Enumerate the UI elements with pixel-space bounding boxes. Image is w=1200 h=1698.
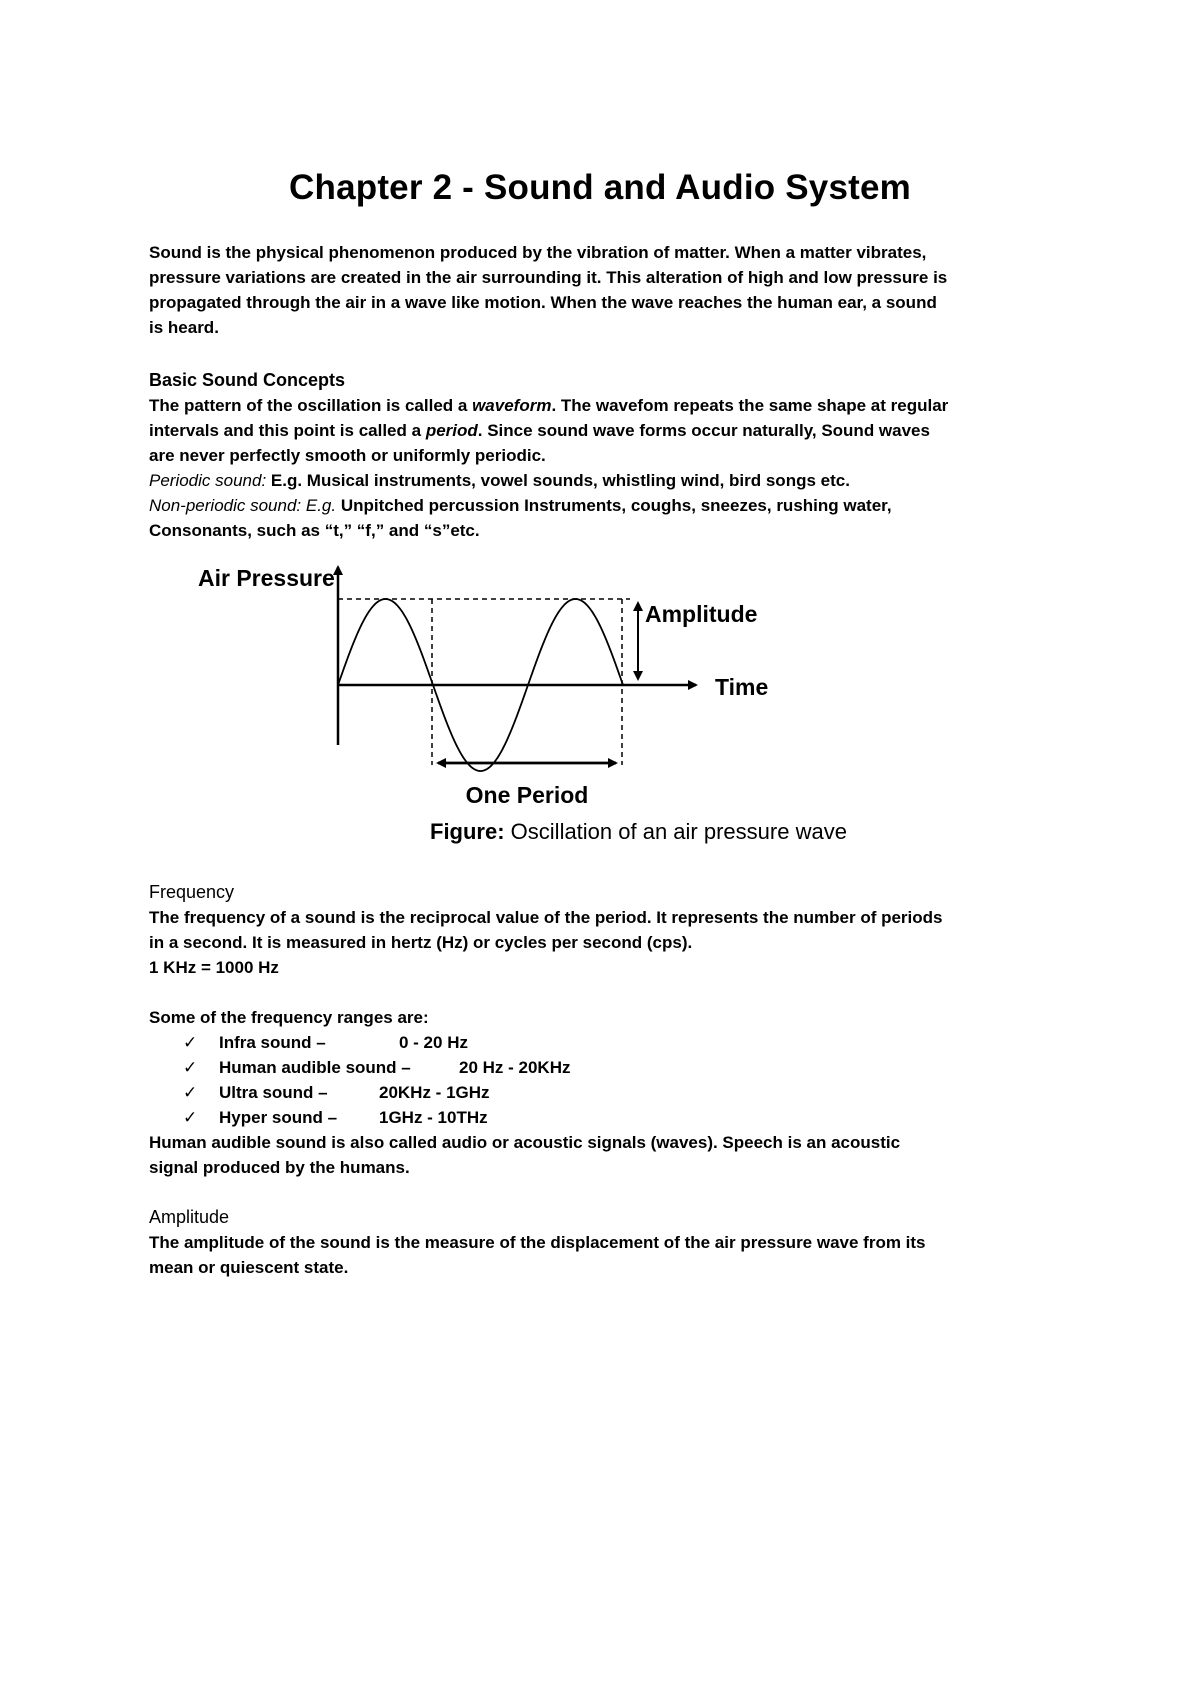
frequency-ranges-intro: Some of the frequency ranges are: (149, 1008, 429, 1027)
figure-caption (430, 819, 847, 844)
waveform-paragraph (149, 393, 949, 468)
audible-note: Human audible sound is also called audio or acoustic signals (waves). Speech is an acoustic signal produced by the humans. (149, 1133, 901, 1177)
intro-paragraph (149, 240, 949, 340)
amplitude-text: The amplitude of the sound is the measure of the displacement of the air pressure wave from its mean or quiescent state. (149, 1233, 926, 1277)
waveform-text-c: . Since sound wave forms occur naturally, Sound waves are never perfectly smooth or uniformly periodic. (149, 421, 930, 465)
spacer (149, 980, 949, 1005)
amplitude-label: Amplitude (645, 601, 758, 627)
waveform-text-b: . The wavefom repeats the same shape at regular intervals and this point is called a (149, 396, 949, 440)
frequency-text: The frequency of a sound is the reciprocal value of the period. It represents the number of periods in a second. It is measured in hertz (Hz) or cycles per second (cps). (149, 908, 943, 952)
waveform-text-a: The pattern of the oscillation is called a (149, 396, 473, 415)
list-item (149, 1055, 949, 1080)
periodic-sound-line (149, 468, 949, 493)
range-value: 1GHz - 10THz (379, 1108, 488, 1127)
spacer (149, 1180, 949, 1205)
range-label: Infra sound – (219, 1033, 326, 1052)
nonperiodic-text: Unpitched percussion Instruments, coughs, sneezes, rushing water, Consonants, such as “t,” “f,” and “s”etc. (149, 496, 892, 540)
figure-caption-text: Oscillation of an air pressure wave (504, 819, 847, 844)
frequency-ranges-list (149, 1030, 949, 1130)
nonperiodic-sound-line (149, 493, 949, 543)
frequency-conversion: 1 KHz = 1000 Hz (149, 958, 279, 977)
range-label: Ultra sound – (219, 1083, 328, 1102)
air-pressure-figure (190, 555, 850, 855)
list-item (149, 1080, 949, 1105)
intro-text: Sound is the physical phenomenon produced by the vibration of matter. When a matter vibrates, pressure variations are created in the air surrounding it. This alteration of high and low pressure is propagated through the air in a wave like motion. When the wave reaches the human ear, a sound is heard. (149, 243, 948, 337)
list-item (149, 1105, 949, 1130)
range-value: 20 Hz - 20KHz (459, 1058, 571, 1077)
basic-concepts-section (149, 368, 949, 543)
range-value: 20KHz - 1GHz (379, 1083, 490, 1102)
period-label: One Period (465, 782, 589, 808)
periodic-text: E.g. Musical instruments, vowel sounds, whistling wind, bird songs etc. (266, 471, 850, 490)
page-title: Chapter 2 - Sound and Audio System (289, 168, 911, 207)
y-axis-label: Air Pressure (198, 565, 335, 591)
wave-diagram (190, 555, 850, 855)
checkmark-icon: ✓ (183, 1108, 198, 1127)
section-heading-frequency: Frequency (149, 882, 235, 902)
x-axis-label: Time (715, 674, 769, 700)
section-heading-basic: Basic Sound Concepts (149, 370, 346, 390)
checkmark-icon: ✓ (183, 1033, 198, 1052)
range-label: Hyper sound – (219, 1108, 338, 1127)
periodic-label: Periodic sound: (149, 471, 267, 490)
checkmark-icon: ✓ (183, 1058, 198, 1077)
range-value: 0 - 20 Hz (399, 1033, 468, 1052)
nonperiodic-label: Non-periodic sound: E.g. (149, 496, 337, 515)
period-term: period (425, 421, 478, 440)
range-label: Human audible sound – (219, 1058, 411, 1077)
list-item (149, 1030, 949, 1055)
frequency-section (149, 880, 949, 1280)
waveform-term: waveform (472, 396, 552, 415)
section-heading-amplitude: Amplitude (149, 1207, 230, 1227)
checkmark-icon: ✓ (183, 1083, 198, 1102)
figure-caption-bold: Figure: (430, 819, 505, 844)
